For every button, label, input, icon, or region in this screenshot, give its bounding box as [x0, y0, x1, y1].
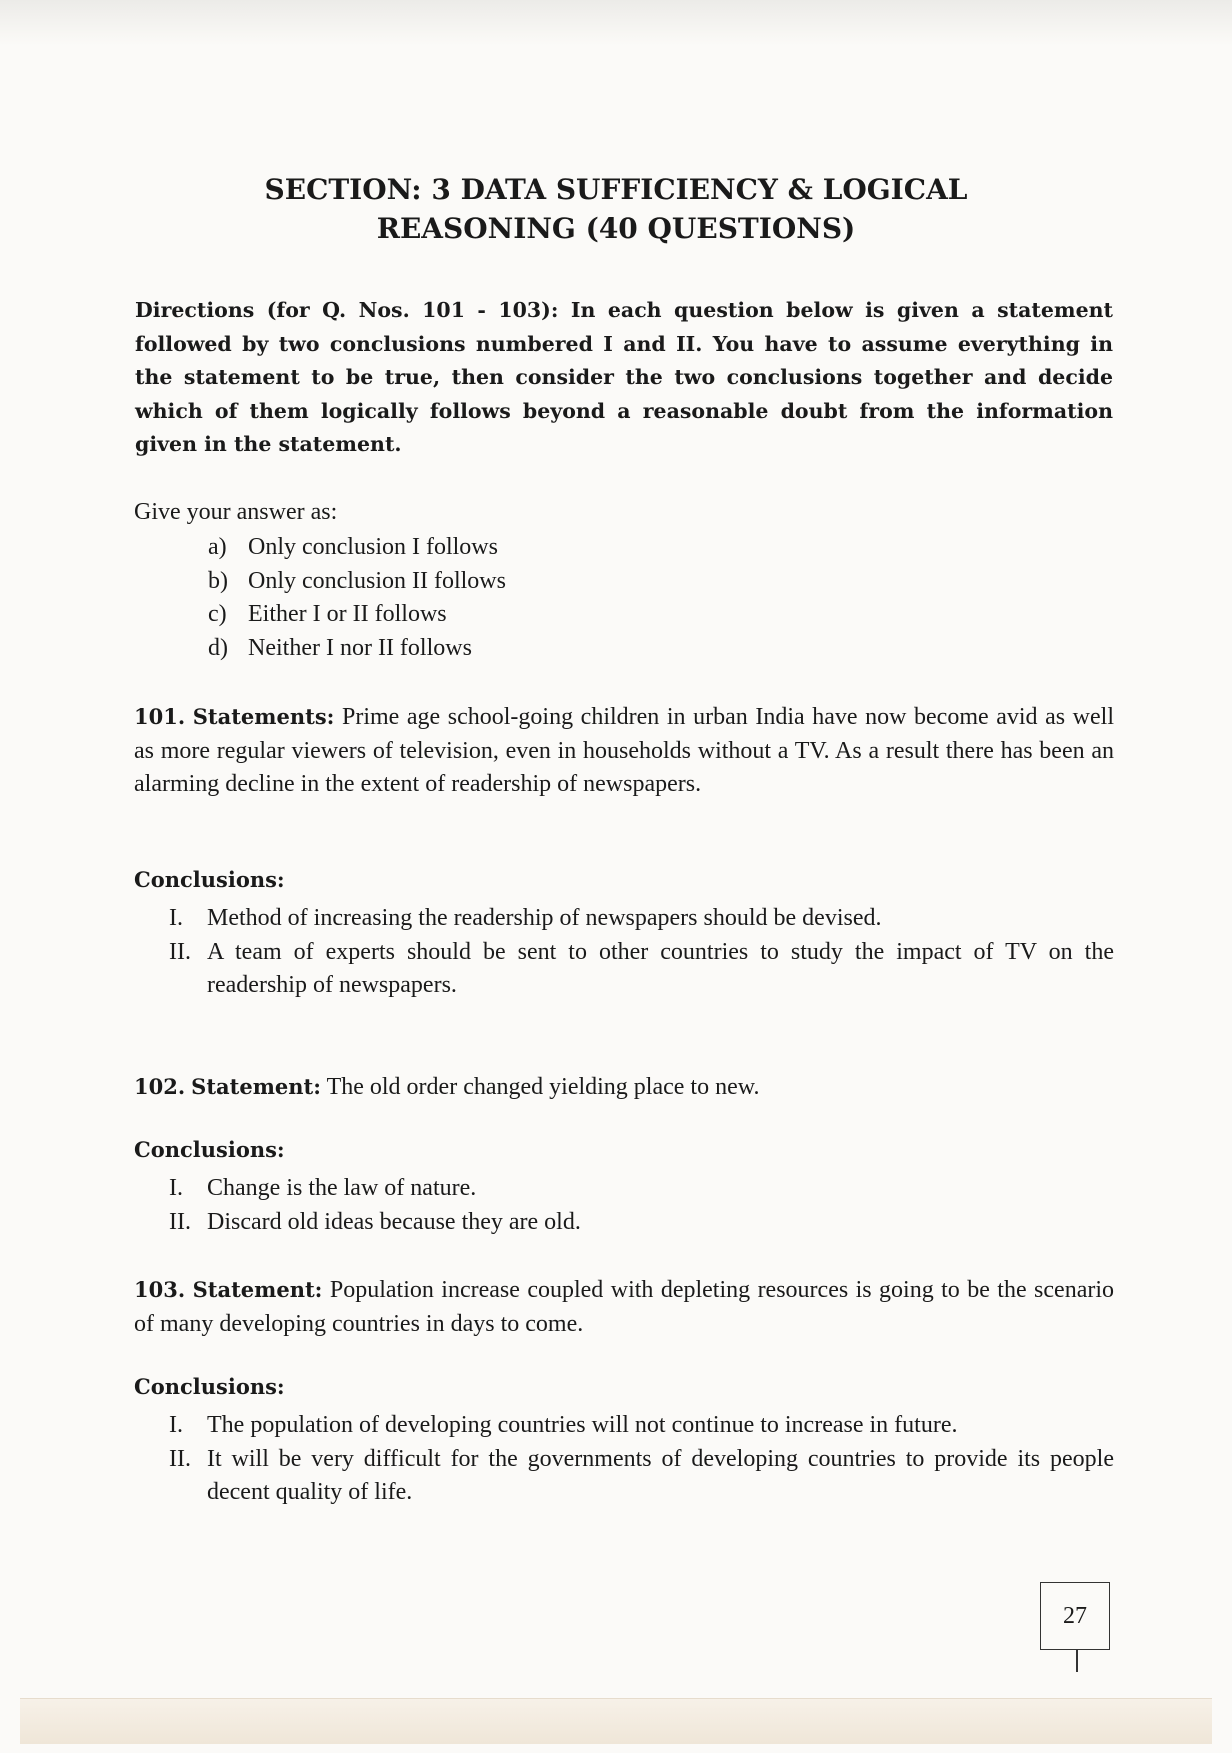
- section-title: [0, 170, 1232, 248]
- answer-options: [208, 531, 506, 665]
- conclusion-text: Discard old ideas because they are old.: [207, 1208, 581, 1235]
- statement-label: Statements:: [192, 704, 335, 729]
- question-103-conclusions-heading: Conclusions:: [134, 1374, 285, 1399]
- page-number: 27: [1063, 1602, 1087, 1629]
- section-title-line-1: SECTION: 3 DATA SUFFICIENCY & LOGICAL: [264, 173, 968, 206]
- option-letter: a): [208, 534, 227, 560]
- page-number-box: [1040, 1582, 1110, 1650]
- statement-text: The old order changed yielding place to new.: [326, 1074, 760, 1100]
- question-101-statement: [134, 700, 1114, 802]
- option-text: Either I or II follows: [248, 601, 447, 627]
- conclusion-item: [134, 1443, 1114, 1510]
- conclusion-number: I.: [169, 1175, 183, 1201]
- conclusion-item: [134, 902, 1114, 936]
- option-item: [208, 565, 506, 599]
- question-102-conclusions-heading: Conclusions:: [134, 1137, 285, 1162]
- question-103-conclusions: [134, 1409, 1114, 1510]
- conclusion-text: Change is the law of nature.: [207, 1175, 477, 1201]
- scan-edge-top: [0, 0, 1232, 46]
- conclusion-number: II.: [169, 938, 191, 965]
- option-letter: c): [208, 601, 227, 627]
- page-number-tick: [1076, 1650, 1078, 1672]
- question-103-statement: [134, 1273, 1114, 1341]
- question-101-conclusions-heading: Conclusions:: [134, 867, 285, 892]
- section-title-line-2: REASONING (40 QUESTIONS): [376, 212, 856, 245]
- scan-edge-bottom: [20, 1698, 1212, 1744]
- conclusion-item: [134, 936, 1114, 1003]
- conclusion-number: I.: [169, 905, 183, 931]
- conclusion-text: The population of developing countries will not continue to increase in future.: [207, 1412, 958, 1438]
- question-102-conclusions: [134, 1172, 1114, 1239]
- question-101-conclusions: [134, 902, 1114, 1003]
- option-item: [208, 632, 506, 666]
- conclusion-item: [134, 1172, 1114, 1206]
- question-number: 102.: [134, 1074, 186, 1099]
- question-102-statement: [134, 1070, 1114, 1105]
- conclusion-text: A team of experts should be sent to other countries to study the impact of TV on the readership of newspapers.: [207, 938, 1114, 998]
- conclusion-text: It will be very difficult for the governments of developing countries to provide its people decent quality of life.: [207, 1445, 1114, 1505]
- option-letter: b): [208, 567, 228, 594]
- option-item: [208, 531, 506, 565]
- statement-text: Prime age school-going children in urban India have now become avid as well as more regular viewers of television, even in households without a TV. As a result there has been an alarming decline in the extent of readership of newspapers.: [134, 704, 1115, 797]
- statement-text: Population increase coupled with depleting resources is going to be the scenario of many developing countries in days to come.: [134, 1277, 1115, 1337]
- question-number: 103.: [134, 1277, 186, 1302]
- conclusion-item: [134, 1206, 1114, 1240]
- conclusion-number: I.: [169, 1412, 183, 1438]
- statement-label: Statement:: [192, 1277, 323, 1302]
- option-letter: d): [208, 634, 228, 661]
- option-text: Only conclusion II follows: [248, 567, 506, 594]
- conclusion-text: Method of increasing the readership of newspapers should be devised.: [207, 905, 882, 931]
- question-number: 101.: [134, 704, 186, 729]
- conclusion-item: [134, 1409, 1114, 1443]
- conclusion-number: II.: [169, 1445, 191, 1472]
- answer-prompt: Give your answer as:: [134, 499, 338, 525]
- conclusion-number: II.: [169, 1208, 191, 1235]
- statement-label: Statement:: [191, 1074, 321, 1099]
- option-text: Neither I nor II follows: [248, 634, 472, 661]
- option-text: Only conclusion I follows: [248, 534, 498, 560]
- option-item: [208, 598, 506, 632]
- directions-text: Directions (for Q. Nos. 101 - 103): In each question below is given a statement followed by two conclusions numbered I and II. You have to assume everything in the statement to be true, then consider the two conclusions together and decide which of them logically follows beyond a reasonable doubt from the information given in the statement.: [135, 298, 1113, 456]
